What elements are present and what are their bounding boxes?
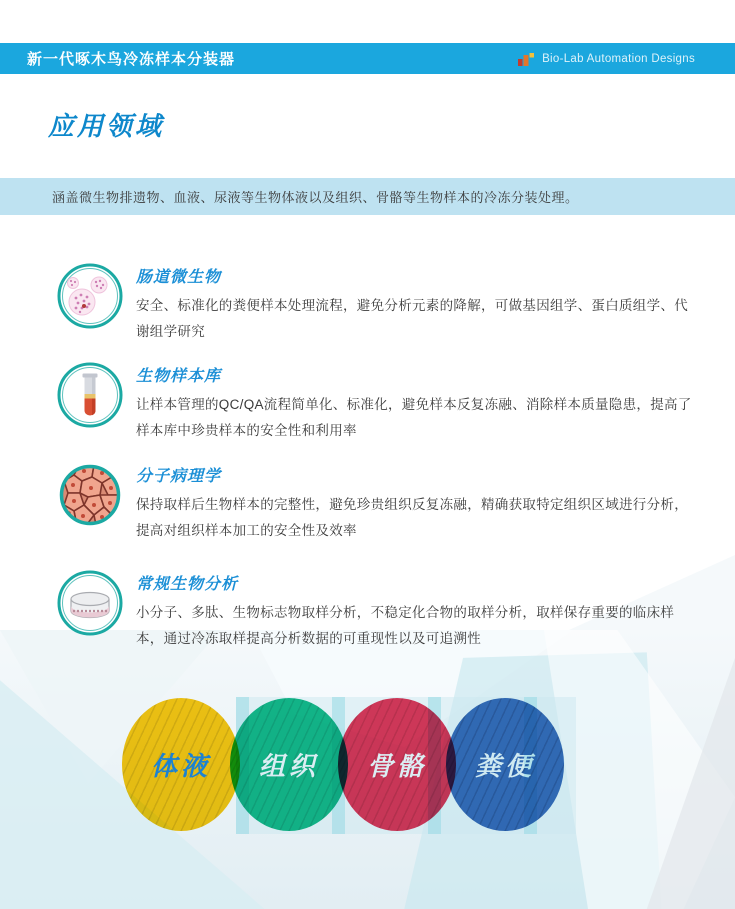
sample-circle-body-fluid — [122, 698, 240, 831]
sample-circle-tissue — [230, 698, 348, 831]
section-title: 分子病理学 — [136, 468, 222, 485]
intro-banner — [0, 178, 735, 215]
brand-name: Bio-Lab Automation Designs — [542, 52, 695, 65]
sample-circle-label: 粪便 — [474, 751, 535, 781]
section-gut-microbiome — [56, 262, 696, 345]
section-text — [136, 569, 696, 652]
section-text — [136, 262, 696, 345]
section-title: 生物样本库 — [136, 368, 222, 385]
brand-block — [518, 51, 695, 66]
section-routine-analysis — [56, 569, 696, 652]
sample-circle-label: 骨骼 — [366, 751, 427, 781]
sample-circle-label: 体液 — [150, 751, 211, 781]
page-title: 应用领域 — [48, 111, 165, 141]
petri-dish-icon — [56, 569, 124, 637]
section-title: 常规生物分析 — [136, 576, 239, 593]
bar-chart-logo-icon — [518, 51, 535, 66]
sample-circle-bone — [338, 698, 456, 831]
section-text — [136, 461, 696, 544]
sample-circle-label: 组织 — [258, 751, 319, 781]
section-molecular-pathology — [56, 461, 696, 544]
sample-circle-feces — [446, 698, 564, 831]
tissue-cells-icon — [56, 461, 124, 529]
microbiome-icon — [56, 262, 124, 330]
product-title: 新一代啄木鸟冷冻样本分装器 — [27, 51, 236, 68]
section-text — [136, 361, 696, 444]
sample-tube-icon — [56, 361, 124, 429]
section-body: 小分子、多肽、生物标志物取样分析，不稳定化合物的取样分析，取样保存重要的临床样本，通过冷冻取样提高分析数据的可重现性以及可追溯性 — [136, 605, 675, 646]
section-body: 让样本管理的QC/QA流程简单化、标准化，避免样本反复冻融、消除样本质量隐患，提高了样本库中珍贵样本的安全性和利用率 — [136, 397, 692, 438]
header-bar — [0, 43, 735, 74]
section-biobank — [56, 361, 696, 444]
section-body: 安全、标准化的粪便样本处理流程，避免分析元素的降解，可做基因组学、蛋白质组学、代谢组学研究 — [136, 298, 688, 339]
section-title: 肠道微生物 — [136, 269, 222, 286]
intro-text: 涵盖微生物排遗物、血液、尿液等生物体液以及组织、骨骼等生物样本的冷冻分装处理。 — [52, 190, 579, 205]
section-body: 保持取样后生物样本的完整性，避免珍贵组织反复冻融，精确获取特定组织区域进行分析，提高对组织样本加工的安全性及效率 — [136, 497, 688, 538]
